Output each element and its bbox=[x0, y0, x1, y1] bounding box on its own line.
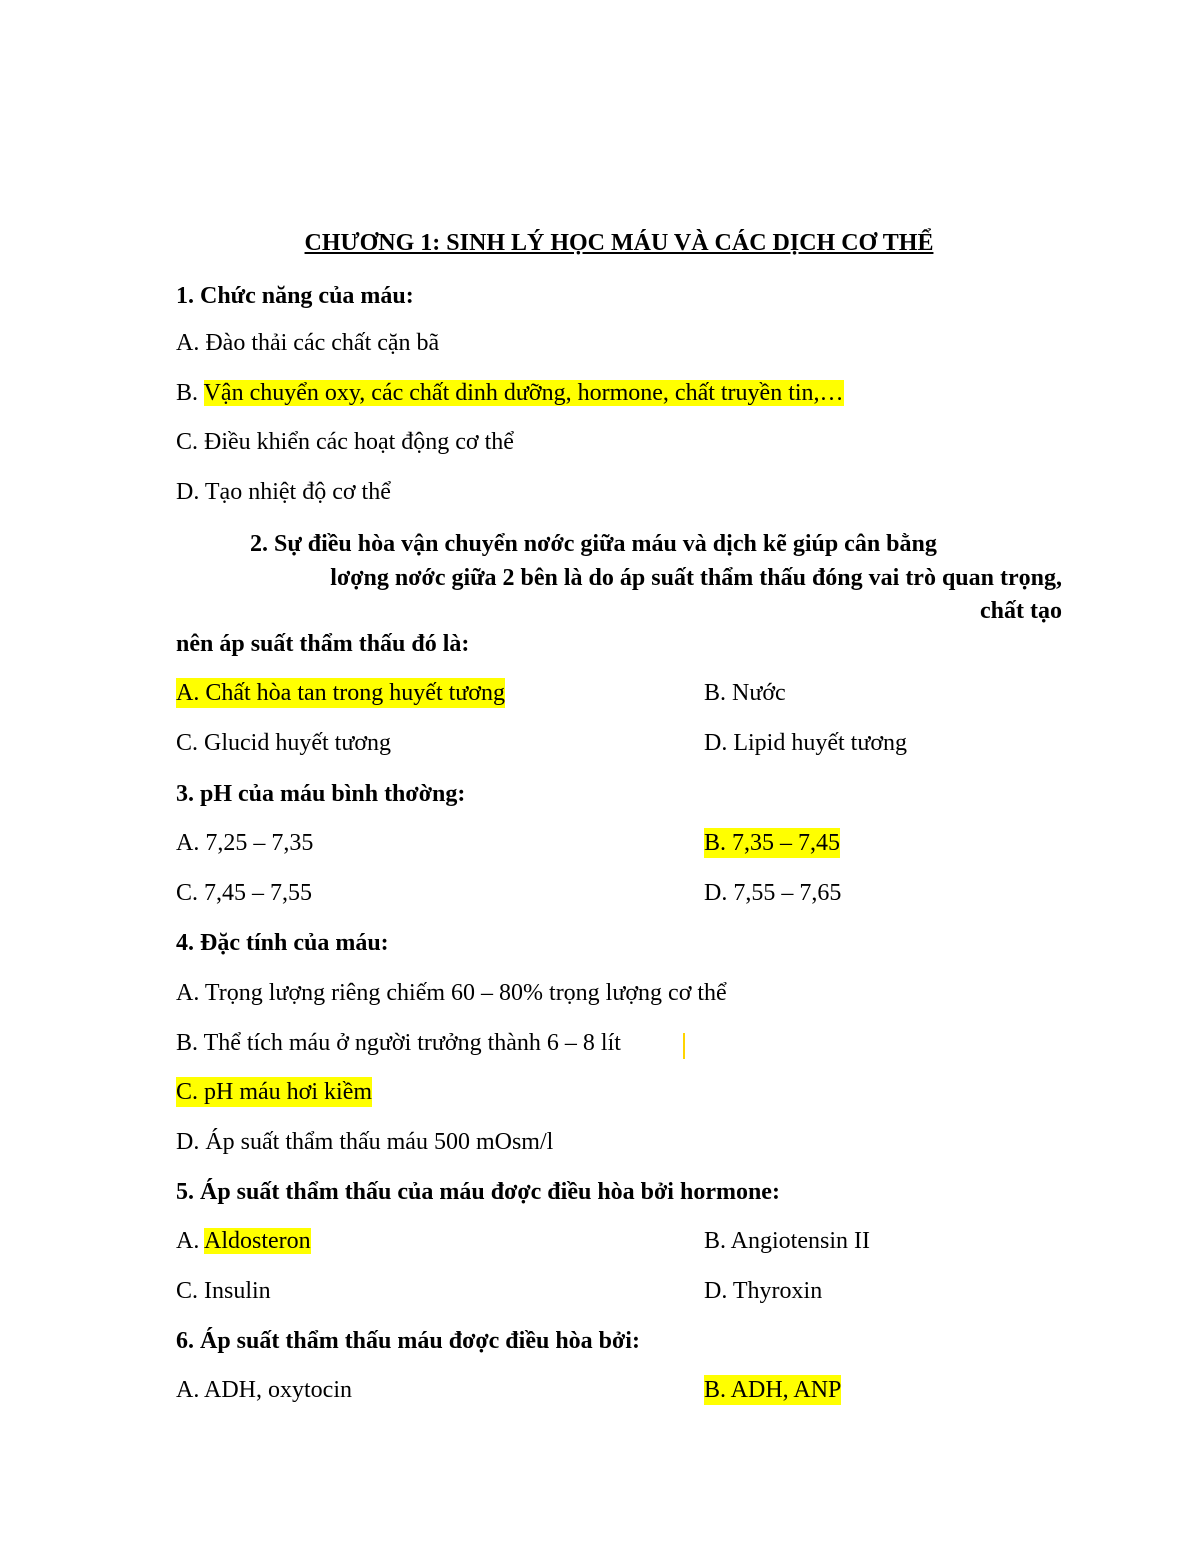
q5-option-b: B. Angiotensin II bbox=[704, 1228, 870, 1254]
q4-option-a: A. Trọng lượng riêng chiếm 60 – 80% trọng lượng cơ thể bbox=[176, 980, 727, 1006]
question-2-line-3: chất tạo bbox=[980, 598, 1062, 624]
q1-option-d: D. Tạo nhiệt độ cơ thể bbox=[176, 479, 391, 505]
text-cursor bbox=[683, 1033, 685, 1059]
q3-option-d: D. 7,55 – 7,65 bbox=[704, 880, 842, 906]
q5-option-c: C. Insulin bbox=[176, 1278, 271, 1304]
question-2-line-4: nên áp suất thẩm thấu đó là: bbox=[176, 631, 470, 657]
question-4: 4. Đặc tính của máu: bbox=[176, 930, 389, 956]
q5-option-d: D. Thyroxin bbox=[704, 1278, 823, 1304]
q5-option-a-answer: Aldosteron bbox=[204, 1228, 311, 1254]
q2-option-a: A. Chất hòa tan trong huyết tương bbox=[176, 680, 505, 706]
q4-option-c: C. pH máu hơi kiềm bbox=[176, 1079, 373, 1105]
q1-option-c: C. Điều khiển các hoạt động cơ thể bbox=[176, 429, 514, 455]
q2-option-b: B. Nước bbox=[704, 680, 786, 706]
q6-option-b: B. ADH, ANP bbox=[704, 1377, 842, 1403]
q1-option-b-answer: Vận chuyển oxy, các chất dinh dưỡng, hormone, chất truyền tin,… bbox=[203, 380, 844, 406]
q1-option-b-prefix: B. bbox=[176, 380, 204, 406]
question-2-line-2: lơợng nơớc giữa 2 bên là do áp suất thẩm thấu đóng vai trò quan trọng, bbox=[330, 565, 1062, 591]
chapter-title: CHƯƠNG 1: SINH LÝ HỌC MÁU VÀ CÁC DỊCH CƠ THỂ bbox=[304, 230, 934, 256]
q2-option-c: C. Glucid huyết tương bbox=[176, 730, 392, 756]
q4-option-b: B. Thể tích máu ở người trưởng thành 6 – 8 lít bbox=[176, 1030, 621, 1056]
q1-option-b bbox=[176, 378, 844, 408]
q3-option-a: A. 7,25 – 7,35 bbox=[176, 830, 314, 856]
question-1: 1. Chức năng của máu: bbox=[176, 283, 414, 309]
q2-option-d: D. Lipid huyết tương bbox=[704, 730, 908, 756]
q5-option-a bbox=[176, 1226, 311, 1256]
q1-option-a: A. Đào thải các chất cặn bã bbox=[176, 330, 440, 356]
q5-option-a-prefix: A. bbox=[176, 1228, 205, 1254]
question-3: 3. pH của máu bình thơờng: bbox=[176, 781, 466, 807]
question-5: 5. Áp suất thẩm thấu của máu đơợc điều hòa bởi hormone: bbox=[176, 1179, 780, 1205]
q3-option-b: B. 7,35 – 7,45 bbox=[704, 830, 841, 856]
q3-option-c: C. 7,45 – 7,55 bbox=[176, 880, 313, 906]
q4-option-d: D. Áp suất thẩm thấu máu 500 mOsm/l bbox=[176, 1129, 554, 1155]
question-6: 6. Áp suất thẩm thấu máu đơợc điều hòa bởi: bbox=[176, 1328, 640, 1354]
question-2-line-1: 2. Sự điều hòa vận chuyển nơớc giữa máu và dịch kẽ giúp cân bằng bbox=[250, 531, 937, 557]
q6-option-a: A. ADH, oxytocin bbox=[176, 1377, 352, 1403]
